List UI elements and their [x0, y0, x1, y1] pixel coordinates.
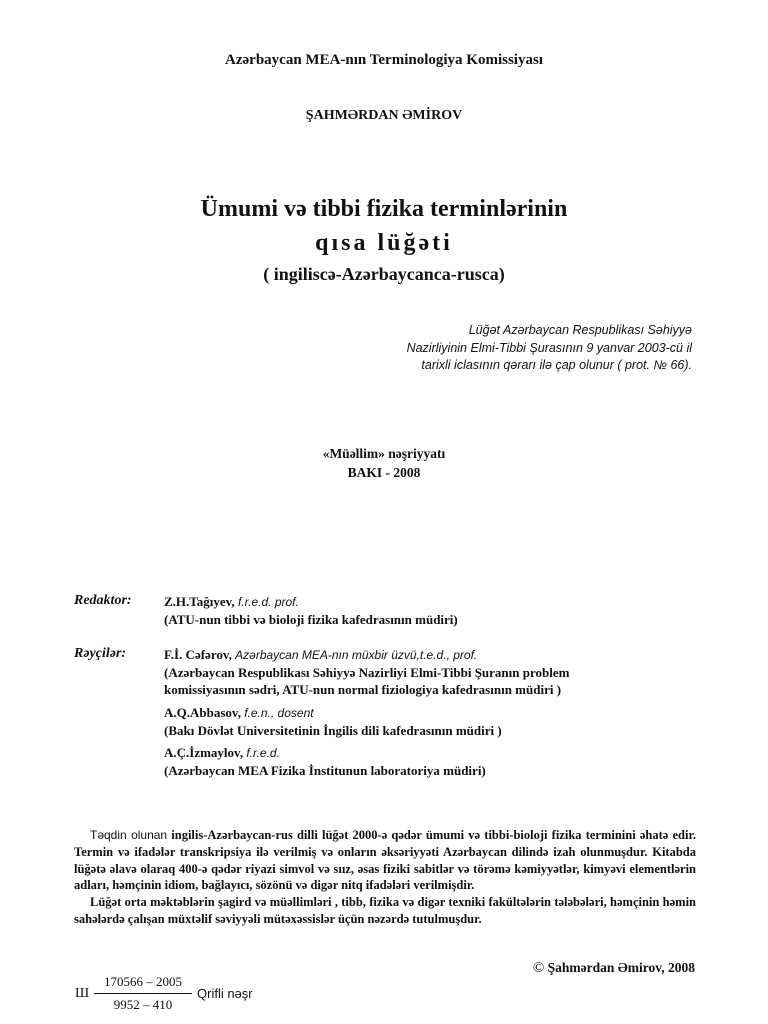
editor-description: (ATU-nun tibbi və bioloji fizika kafedrasının müdiri) — [164, 612, 458, 627]
intro-paragraph — [74, 827, 696, 894]
introduction — [74, 827, 696, 928]
editor-entry — [164, 593, 458, 628]
book-subtitle: ( ingiliscə-Azərbaycanca-rusca) — [263, 264, 505, 284]
copyright-notice — [533, 960, 695, 977]
intro-lead: Təqdin olunan — [90, 828, 168, 842]
reviewer-description: (Azərbaycan Respublikası Səhiyyə Nazirliyi Elmi-Tibbi Şuranın problem — [164, 665, 570, 680]
editor-role-label: Redaktor: — [74, 593, 132, 608]
reviewer-credentials: f.e.n., dosent — [244, 706, 314, 720]
reviewer-name: A.Q.Abbasov, — [164, 705, 241, 720]
catalog-fraction — [94, 974, 192, 1013]
publication-place-year: BAKI - 2008 — [347, 465, 421, 480]
reviewer-credentials: f.r.e.d. — [246, 746, 280, 760]
intro-text: ingilis-Azərbaycan-rus dilli lüğət 2000-ə qədər ümumi və tibbi-bioloji fizika terminini əhatə edir. Termin və ifadələr transkripsiya ilə verilmiş və onların əksəriyyəti Azərbaycan dilində izah olunmuşdur. Kitabda lüğətə əlavə olaraq 400-ə qədər riyazi simvol və sıız, əsas fiziki sabitlər və törəmə kəmiyyətlər, kimyəvi elementlərin adları, həmçinin idiom, bağlayıcı, sözönü və digər nitq ifadələri verilmişdir. — [74, 828, 696, 893]
reviewer-credentials: Azərbaycan MEA-nın müxbir üzvü,t.e.d., prof. — [235, 648, 478, 662]
book-title-line1: Ümumi və tibbi fizika terminlərinin — [200, 196, 568, 222]
catalog-denominator: 9952 – 410 — [113, 997, 173, 1012]
reviewer-description: (Azərbaycan MEA Fizika İnstitunun laboratoriya müdiri) — [164, 763, 486, 778]
reviewer-entry — [164, 646, 569, 698]
reviewer-entry — [164, 704, 502, 739]
copyright-text: Şahmərdan Əmirov, 2008 — [544, 960, 695, 975]
reviewers-role-label: Rəyçilər: — [74, 646, 127, 661]
approval-note — [312, 322, 692, 375]
approval-line: Lüğət Azərbaycan Respublikası Səhiyyə — [468, 323, 692, 337]
reviewer-description: komissiyasının sədri, ATU-nun normal fiziologiya kafedrasının müdiri ) — [164, 682, 562, 697]
book-title-line2: qısa lüğəti — [315, 230, 453, 256]
editor-credentials: f.r.e.d. prof. — [237, 595, 299, 609]
publisher-name: «Müəllim» nəşriyyatı — [322, 446, 446, 461]
copyright-icon: © — [532, 960, 545, 976]
reviewer-name: A.Ç.İzmaylov, — [164, 745, 244, 760]
author-name: ŞAHMƏRDAN ƏMİROV — [305, 108, 463, 123]
catalog-numerator: 170566 – 2005 — [94, 974, 192, 994]
approval-line: tarixli iclasının qərarı ilə çap olunur ( prot. № 66). — [421, 358, 692, 372]
reviewer-name: F.İ. Cəfərov, — [164, 647, 232, 662]
intro-paragraph: Lüğət orta məktəblərin şagird və müəllimləri , tibb, fizika və digər texniki fakültələrin tələbələri, həmçinin həmin sahələrdə çalışan müxtəlif səviyyəli mütəxəssislər üçün nəzərdə tutulmuşdur. — [74, 895, 696, 926]
editor-name: Z.H.Tağıyev, — [164, 594, 235, 609]
approval-line: Nazirliyinin Elmi-Tibbi Şurasının 9 yanvar 2003-cü il — [406, 340, 692, 355]
reviewer-entry — [164, 744, 486, 779]
commission-heading: Azərbaycan MEA-nın Terminologiya Komissiyası — [225, 52, 543, 68]
catalog-prefix: Ш — [75, 986, 90, 1001]
reviewer-description: (Bakı Dövlət Universitetinin İngilis dili kafedrasının müdiri ) — [164, 723, 502, 738]
catalog-suffix: Qrifli nəşr — [197, 986, 253, 1001]
